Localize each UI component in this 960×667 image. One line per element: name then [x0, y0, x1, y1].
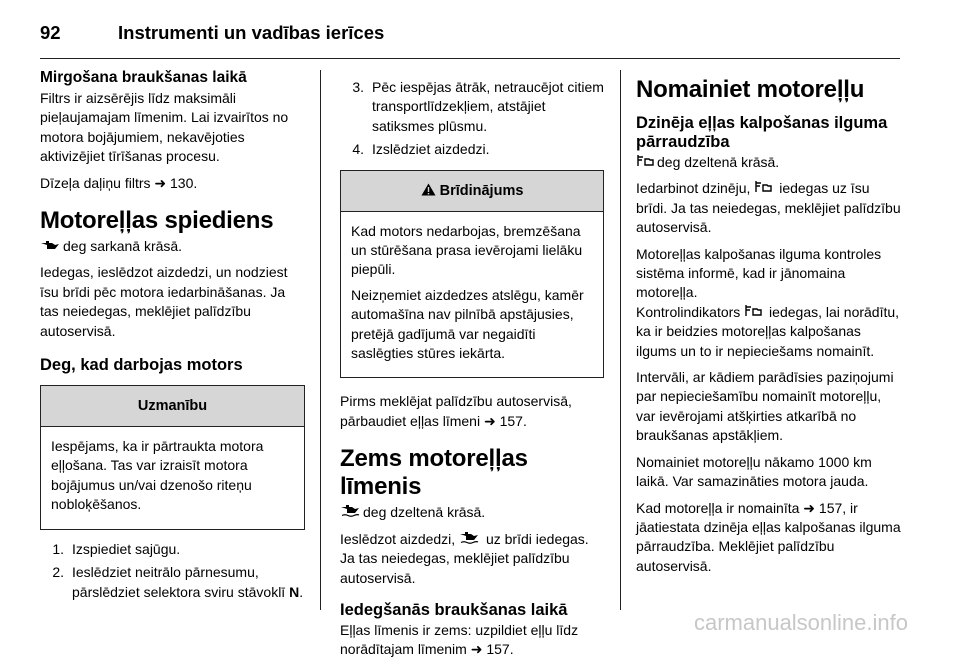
paragraph: Eļļas līmenis ir zems: uzpildiet eļļu līdz norādītajam līmenim ➜ 157.	[340, 621, 579, 658]
warning-text: Kad motors nedarbojas, bremzēšana un stūrēšana prasa ievērojami lielāku piepūli.	[351, 222, 583, 278]
list-item: 1. Izspiediet sajūgu.	[52, 540, 181, 557]
paragraph: Pirms meklējat palīdzību autoservisā, pārbaudiet eļļas līmeni ➜ 157.	[340, 393, 572, 429]
oil-change-icon	[744, 303, 762, 322]
paragraph: Iedegas, ieslēdzot aizdedzi, un nodziest īsu brīdi pēc motora iedarbināšanas. Ja tas neiedegas, meklējiet palīdzību autoservisā.	[40, 264, 288, 339]
oil-level-icon	[340, 503, 360, 522]
oil-change-icon	[636, 153, 654, 172]
paragraph: Filtrs ir aizsērējis līdz maksimāli pieļaujamajam līmenim. Lai izvairītos no motora bojājumiem, nekavējoties aktivizējiet tīrīšanas procesu.	[40, 90, 289, 165]
header-divider	[40, 58, 900, 59]
oil-can-icon	[40, 237, 60, 256]
cross-reference: Dīzeļa daļiņu filtrs ➜ 130.	[40, 174, 198, 191]
subsection-heading: Iedegšanās braukšanas laikā	[340, 600, 568, 619]
column-2	[340, 68, 604, 667]
section-title: Zems motoreļļas līmenis	[340, 445, 528, 501]
section-heading: Mirgošana braukšanas laikā	[40, 69, 247, 86]
indicator-line: deg dzeltenā krāsā.	[340, 503, 604, 522]
steps-list	[340, 78, 604, 160]
caution-box	[40, 385, 305, 530]
column-1	[40, 68, 305, 612]
paragraph: Intervāli, ar kādiem parādīsies paziņojumi par nepieciešamību nomainīt motoreļļu, var ievērojami atšķirties atkarībā no braukšanas apstākļiem.	[636, 369, 894, 444]
list-item: 4. Izslēdziet aizdedzi.	[352, 141, 490, 158]
column-divider	[320, 70, 321, 610]
paragraph: Kontrolindikators iedegas, lai norādītu, ka ir beidzies motoreļļas kalpošanas ilgums un to ir nepieciešams nomainīt.	[636, 303, 900, 359]
caution-title: Uzmanību	[41, 386, 304, 427]
paragraph: Nomainiet motoreļļu nākamo 1000 km laikā. Var samazināties motora jauda.	[636, 453, 872, 490]
page-title: Instrumenti un vadības ierīces	[118, 22, 385, 43]
column-3	[636, 68, 904, 583]
steps-list	[40, 540, 305, 602]
caution-text: Iespējams, ka ir pārtraukta motora eļļošana. Tas var izraisīt motora bojājumus un/vai dzenošo riteņu nobloķēšanos.	[51, 438, 264, 513]
warning-title: Brīdinājums	[341, 171, 603, 212]
paragraph: Kad motoreļļa ir nomainīta ➜ 157, ir jāatiestata dzinēja eļļas kalpošanas ilguma pārraudzība. Meklējiet palīdzību autoservisā.	[636, 499, 901, 574]
oil-level-icon	[459, 530, 479, 549]
indicator-line: deg dzeltenā krāsā.	[636, 153, 904, 172]
warning-text: Neizņemiet aizdedzes atslēgu, kamēr automašīna nav pilnībā apstājusies, pretējā gadījumā var negaidīti saslēgties stūres iekārta.	[351, 286, 584, 362]
column-divider	[620, 70, 621, 610]
subsection-heading: Deg, kad darbojas motors	[40, 356, 243, 375]
warning-triangle-icon	[421, 183, 440, 199]
section-title: Motoreļļas spiediens	[40, 207, 274, 235]
watermark: carmanualsonline.info	[693, 610, 908, 635]
paragraph: Ieslēdzot aizdedzi, uz brīdi iedegas. Ja tas neiedegas, meklējiet palīdzību autoservisā.	[340, 530, 589, 586]
list-item: 3. Pēc iespējas ātrāk, netraucējot citiem transportlīdzekļiem, atstājiet satiksmes plūsmu.	[352, 79, 604, 134]
paragraph: Motoreļļas kalpošanas ilguma kontroles sistēma informē, kad ir jānomaina motoreļļa.	[636, 245, 882, 301]
paragraph: Iedarbinot dzinēju, iedegas uz īsu brīdi. Ja tas neiedegas, meklējiet palīdzību autoservisā.	[636, 180, 901, 236]
subsection-heading: Dzinēja eļļas kalpošanas ilguma pārraudzība	[636, 114, 888, 151]
list-item: 2. Ieslēdziet neitrālo pārnesumu, pārslēdziet selektora sviru stāvoklī N.	[52, 564, 304, 600]
indicator-line: deg sarkanā krāsā.	[40, 237, 305, 256]
page-number: 92	[40, 22, 61, 43]
section-title: Nomainiet motoreļļu	[636, 76, 865, 103]
warning-box	[340, 170, 604, 379]
oil-change-icon	[754, 179, 772, 198]
page-header	[40, 18, 384, 48]
